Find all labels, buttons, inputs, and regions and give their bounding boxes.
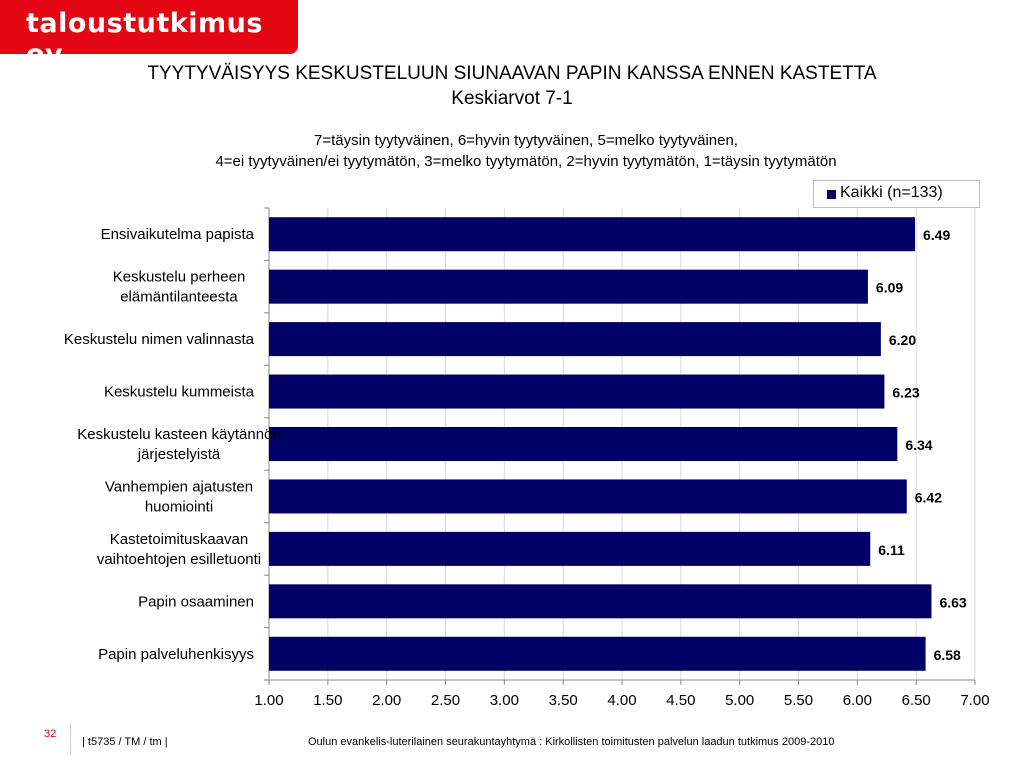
bar — [269, 270, 868, 304]
category-label: järjestelyistä — [137, 446, 221, 463]
footer-study-title: Oulun evankelis-luterilainen seurakuntayhtymä : Kirkollisten toimitusten palvelun laadun tutkimus 2009-2010 — [308, 736, 835, 748]
scale-note-line-2: 4=ei tyytyväinen/ei tyytymätön, 3=melko tyytymätön, 2=hyvin tyytymätön, 1=täysin tyytymätön — [215, 153, 837, 170]
footer-divider — [70, 724, 71, 754]
x-tick-label: 5.50 — [783, 692, 814, 709]
x-tick-label: 6.50 — [901, 692, 931, 709]
data-label: 6.58 — [933, 646, 961, 663]
x-tick-label: 6.00 — [842, 692, 872, 709]
page-number: 32 — [44, 728, 57, 740]
chart-subtitle: Keskiarvot 7-1 — [451, 88, 573, 109]
data-label: 6.49 — [922, 227, 951, 244]
data-label: 6.34 — [905, 437, 933, 453]
x-tick-label: 4.50 — [666, 692, 696, 709]
x-tick-label: 1.00 — [254, 692, 284, 709]
data-label: 6.20 — [888, 332, 917, 349]
category-label: Ensivaikutelma papista — [100, 226, 254, 244]
bar — [269, 584, 931, 618]
category-label: Keskustelu kasteen käytännön — [77, 426, 281, 443]
x-tick-label: 5.00 — [725, 692, 755, 709]
category-label: huomiointi — [144, 498, 214, 516]
category-label: Papin osaaminen — [138, 593, 254, 611]
x-tick-label: 2.00 — [372, 692, 402, 709]
x-tick-label: 3.50 — [548, 692, 578, 709]
bar — [269, 322, 881, 356]
category-label: Keskustelu kummeista — [103, 383, 254, 401]
category-label: vaihtoehtojen esilletuonti — [96, 550, 262, 568]
category-label: Papin palveluhenkisyys — [98, 645, 254, 663]
legend-label: Kaikki (n=133) — [840, 184, 943, 201]
bar — [269, 532, 870, 566]
category-label: Kastetoimituskaavan — [109, 530, 249, 548]
data-label: 6.11 — [878, 541, 905, 558]
scale-note-line-1: 7=täysin tyytyväinen, 6=hyvin tyytyväinen, 5=melko tyytyväinen, — [314, 132, 738, 149]
logo-text: taloustutkimus oy — [26, 8, 263, 70]
x-tick-label: 1.50 — [313, 692, 343, 709]
x-tick-label: 3.00 — [489, 692, 519, 709]
category-label: elämäntilanteesta — [120, 288, 238, 306]
data-label: 6.09 — [875, 279, 904, 296]
bar — [269, 427, 897, 461]
bar — [269, 637, 926, 671]
x-tick-label: 2.50 — [430, 692, 461, 709]
bar — [269, 375, 884, 409]
bar — [269, 217, 915, 251]
category-label: Vanhempien ajatusten — [104, 478, 254, 496]
data-label: 6.42 — [914, 489, 943, 506]
chart-title: TYYTYVÄISYYS KESKUSTELUUN SIUNAAVAN PAPIN KANSSA ENNEN KASTETTA — [147, 63, 877, 84]
data-label: 6.63 — [939, 594, 967, 611]
category-label: Keskustelu nimen valinnasta — [63, 331, 254, 349]
category-label: Keskustelu perheen — [112, 268, 246, 286]
bar — [269, 479, 907, 513]
footer-project-code: | t5735 / TM / tm | — [82, 736, 168, 748]
x-tick-label: 4.00 — [607, 692, 637, 709]
data-label: 6.23 — [892, 384, 920, 401]
x-tick-label: 7.00 — [960, 692, 990, 709]
